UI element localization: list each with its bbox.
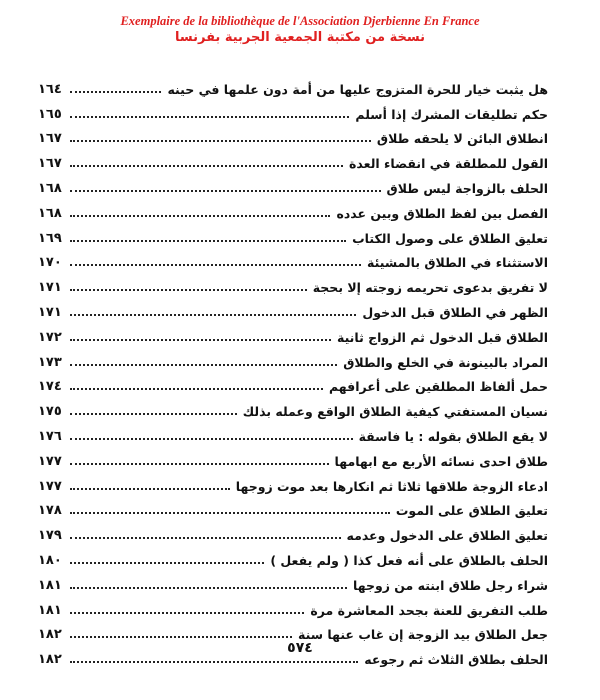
toc-entry-title: جعل الطلاق بيد الزوجة إن غاب عنها سنة xyxy=(298,627,548,643)
toc-entry-title: ادعاء الزوجة طلاقها ثلاثا ثم انكارها بعد موت زوجها xyxy=(235,478,548,494)
dot-leader xyxy=(70,339,331,341)
toc-entry-page: ١٨١ xyxy=(38,577,62,593)
dot-leader xyxy=(70,140,371,142)
library-stamp-header xyxy=(0,14,600,46)
toc-entry-page: ١٧١ xyxy=(38,304,62,320)
toc-entry-title: تعليق الطلاق على الموت xyxy=(395,503,548,519)
toc-entry xyxy=(38,370,548,395)
toc-entry xyxy=(38,394,548,419)
toc-entry-page: ١٧٢ xyxy=(38,329,62,345)
toc-entry xyxy=(38,246,548,271)
toc-entry-page: ١٨١ xyxy=(38,602,62,618)
toc-entry-title: تعليق الطلاق على الدخول وعدمه xyxy=(346,528,548,544)
toc-entry-page: ١٧٠ xyxy=(38,255,62,271)
toc-entry-page: ١٧٥ xyxy=(38,404,62,420)
toc-entry-page: ١٧٧ xyxy=(38,478,62,494)
toc-entry-page: ١٨٢ xyxy=(38,652,62,668)
page-number: ٥٧٤ xyxy=(287,640,313,656)
toc-entry-title: الفصل بين لفظ الطلاق وبين عدده xyxy=(336,205,548,221)
toc-entry-title: شراء رجل طلاق ابنته من زوجها xyxy=(353,577,548,593)
dot-leader xyxy=(70,240,346,242)
toc-entry xyxy=(38,97,548,122)
toc-entry-page: ١٧١ xyxy=(38,280,62,296)
toc-entry xyxy=(38,469,548,494)
toc-entry-page: ١٧٨ xyxy=(38,503,62,519)
toc-entry-title: لا تفريق بدعوى تحريمه زوجته إلا بحجة xyxy=(312,280,548,296)
toc-entry-title: الحلف بالزواجة ليس طلاق xyxy=(386,180,548,196)
toc-entry-page: ١٧٣ xyxy=(38,354,62,370)
dot-leader xyxy=(70,661,358,663)
header-arabic: نسخة من مكتبة الجمعية الجربية بفرنسا xyxy=(175,30,425,45)
toc-entry xyxy=(38,419,548,444)
dot-leader xyxy=(70,364,337,366)
toc-entry-title: الحلف بطلاق الثلاث ثم رجوعه xyxy=(364,652,548,668)
dot-leader xyxy=(70,314,356,316)
toc-entry-page: ١٦٤ xyxy=(38,81,62,97)
toc-entry xyxy=(38,221,548,246)
toc-entry-page: ١٦٧ xyxy=(38,156,62,172)
toc-entry-page: ١٦٨ xyxy=(38,205,62,221)
toc-entry-title: المراد بالبينونة في الخلع والطلاق xyxy=(343,354,548,370)
header-french: Exemplaire de la bibliothèque de l'Association Djerbienne En France xyxy=(120,14,480,28)
dot-leader xyxy=(70,537,341,539)
toc-entry-page: ١٦٧ xyxy=(38,131,62,147)
dot-leader xyxy=(70,289,307,291)
toc-entry-page: ١٧٤ xyxy=(38,379,62,395)
dot-leader xyxy=(70,587,347,589)
dot-leader xyxy=(70,388,323,390)
toc-entry-page: ١٧٦ xyxy=(38,428,62,444)
dot-leader xyxy=(70,165,343,167)
toc-entry-title: انطلاق البائن لا يلحقه طلاق xyxy=(376,131,548,147)
dot-leader xyxy=(70,438,353,440)
toc-entry xyxy=(38,568,548,593)
toc-entry-title: طلاق احدى نسائه الأربع مع ابهامها xyxy=(334,453,548,469)
toc-entry xyxy=(38,122,548,147)
toc-entry-page: ١٨٠ xyxy=(38,552,62,568)
dot-leader xyxy=(70,488,230,490)
toc-entry-title: حمل ألفاظ المطلقين على أعرافهم xyxy=(328,379,548,395)
toc-entry-title: الاستثناء في الطلاق بالمشيئة xyxy=(367,255,548,271)
toc-entry xyxy=(38,196,548,221)
toc-entry-page: ١٧٩ xyxy=(38,528,62,544)
dot-leader xyxy=(70,463,329,465)
toc-entry-page: ١٦٩ xyxy=(38,230,62,246)
toc-entry-page: ١٦٨ xyxy=(38,180,62,196)
dot-leader xyxy=(70,91,161,93)
dot-leader xyxy=(70,562,264,564)
toc-entry-page: ١٧٧ xyxy=(38,453,62,469)
toc-entry xyxy=(38,171,548,196)
dot-leader xyxy=(70,264,361,266)
toc-entry xyxy=(38,295,548,320)
toc-entry-title: الظهر في الطلاق قبل الدخول xyxy=(362,304,548,320)
toc-entry-title: تعليق الطلاق على وصول الكتاب xyxy=(352,230,548,246)
toc-entry xyxy=(38,72,548,97)
toc-entry xyxy=(38,270,548,295)
toc-entry-title: هل يثبت خيار للحرة المتزوج عليها من أمة دون علمها في حينه xyxy=(167,81,548,97)
toc-entry-title: لا يقع الطلاق بقوله : يا فاسقة xyxy=(358,428,548,444)
dot-leader xyxy=(70,215,330,217)
toc-entry-title: طلب التفريق للعنة بجحد المعاشرة مرة xyxy=(310,602,548,618)
dot-leader xyxy=(70,413,237,415)
toc-entry-title: الطلاق قبل الدخول ثم الزواج ثانية xyxy=(337,329,548,345)
toc-entry xyxy=(38,543,548,568)
dot-leader xyxy=(70,636,292,638)
toc-entry xyxy=(38,345,548,370)
toc-entry-title: حكم تطليقات المشرك إذا أسلم xyxy=(355,106,548,122)
toc-entry-page: ١٦٥ xyxy=(38,106,62,122)
toc-entry xyxy=(38,320,548,345)
dot-leader xyxy=(70,190,381,192)
toc-entry xyxy=(38,146,548,171)
dot-leader xyxy=(70,116,349,118)
toc-entry xyxy=(38,618,548,643)
toc-entry xyxy=(38,593,548,618)
toc-entry-title: نسيان المستفتي كيفية الطلاق الواقع وعمله بذلك xyxy=(242,404,548,420)
toc-entry xyxy=(38,494,548,519)
toc-entry xyxy=(38,518,548,543)
toc-entry-title: الحلف بالطلاق على أنه فعل كذا ( ولم يفعل ) xyxy=(270,552,548,568)
toc-entry-title: القول للمطلقة في انقضاء العدة xyxy=(349,156,548,172)
toc-entry xyxy=(38,444,548,469)
table-of-contents xyxy=(38,72,548,667)
dot-leader xyxy=(70,612,304,614)
dot-leader xyxy=(70,512,390,514)
toc-entry-page: ١٨٢ xyxy=(38,627,62,643)
